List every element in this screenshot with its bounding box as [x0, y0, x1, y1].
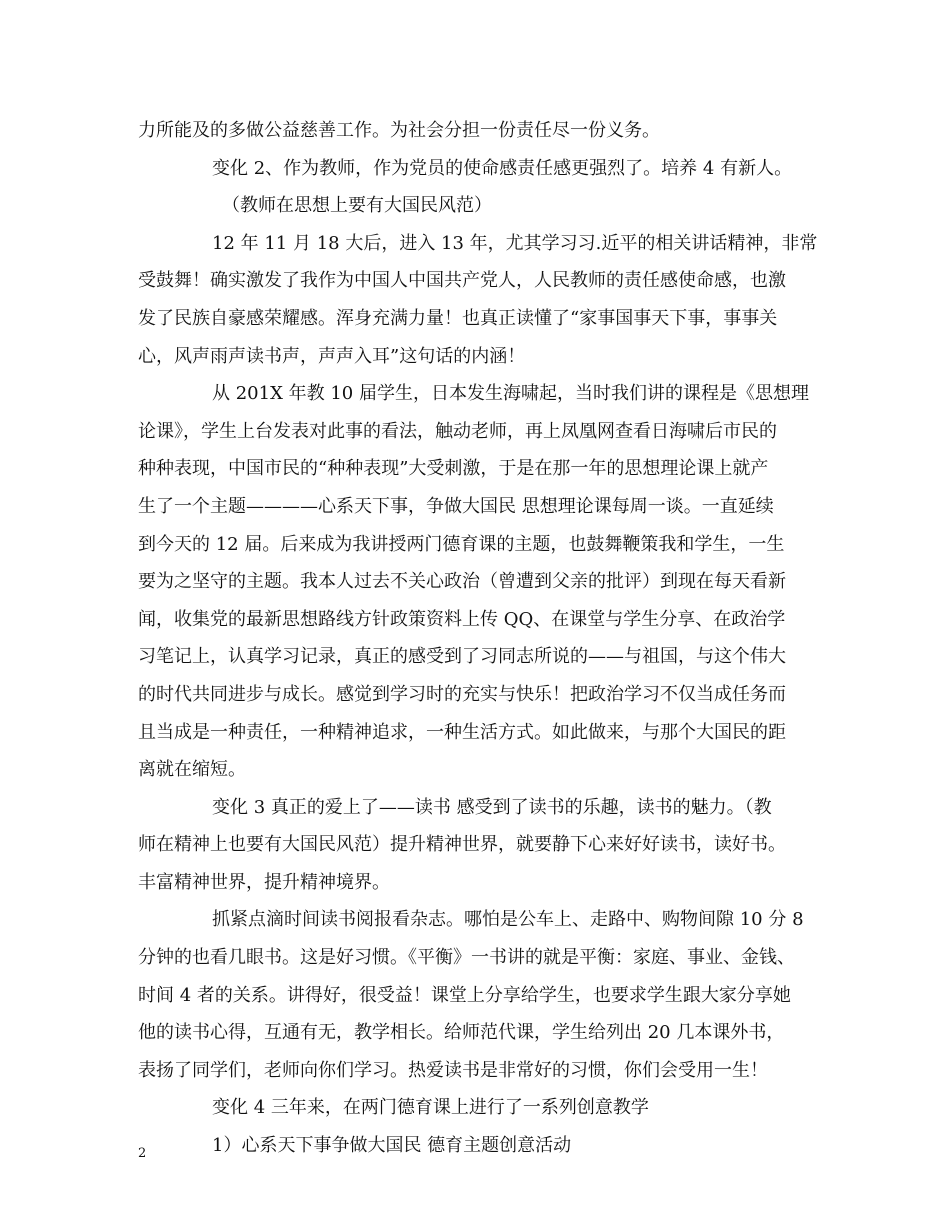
text-line: 1）心系天下事争做大国民 德育主题创意活动	[212, 1135, 572, 1157]
text-line: 到今天的 12 届。后来成为我讲授两门德育课的主题，也鼓舞鞭策我和学生，一生	[138, 533, 785, 555]
text-line: 表扬了同学们，老师向你们学习。热爱读书是非常好的习惯，你们会受用一生！	[138, 1059, 768, 1081]
text-line: 的时代共同进步与成长。感觉到学习时的充实与快乐！把政治学习不仅当成任务而	[138, 683, 786, 705]
text-line: 离就在缩短。	[138, 759, 246, 781]
text-line: 抓紧点滴时间读书阅报看杂志。哪怕是公车上、走路中、购物间隙 10 分 8	[212, 909, 804, 931]
text-line: 论课》，学生上台发表对此事的看法，触动老师，再上凤凰网查看日海啸后市民的	[138, 420, 777, 442]
text-line: 闻，收集党的最新思想路线方针政策资料上传 QQ、在课堂与学生分享、在政治学	[138, 608, 786, 630]
text-line: 时间 4 者的关系。讲得好，很受益！课堂上分享给学生，也要求学生跟大家分享她	[138, 984, 791, 1006]
text-line: 要为之坚守的主题。我本人过去不关心政治（曾遭到父亲的批评）到现在每天看新	[138, 571, 786, 593]
text-line: 力所能及的多做公益慈善工作。为社会分担一份责任尽一份义务。	[138, 120, 660, 141]
text-line: 习笔记上，认真学习记录，真正的感受到了习同志所说的——与祖国，与这个伟大	[138, 646, 786, 668]
text-line: 变化 3 真正的爱上了——读书 感受到了读书的乐趣，读书的魅力。（教	[212, 796, 772, 818]
text-line: 12 年 11 月 18 大后，进入 13 年，尤其学习习.近平的相关讲话精神，非常	[212, 232, 818, 254]
text-line: 变化 2、作为教师，作为党员的使命感责任感更强烈了。培养 4 有新人。	[212, 157, 793, 179]
text-line: （教师在思想上要有大国民风范）	[222, 195, 492, 217]
text-line: 生了一个主题————心系天下事，争做大国民 思想理论课每周一谈。一直延续	[138, 495, 774, 517]
text-line: 丰富精神世界，提升精神境界。	[138, 871, 390, 893]
text-line: 分钟的也看几眼书。这是好习惯。《平衡》一书讲的就是平衡：家庭、事业、金钱、	[138, 947, 795, 969]
text-line: 受鼓舞！确实激发了我作为中国人中国共产党人，人民教师的责任感使命感，也激	[138, 270, 786, 292]
text-line: 种种表现，中国市民的“种种表现”大受刺激，于是在那一年的思想理论课上就产	[138, 458, 769, 480]
text-line: 从 201X 年教 10 届学生，日本发生海啸起，当时我们讲的课程是《思想理	[212, 383, 809, 405]
page-number: 2	[138, 1146, 147, 1161]
text-line: 变化 4 三年来，在两门德育课上进行了一系列创意教学	[212, 1097, 649, 1119]
body-text	[138, 112, 828, 1165]
text-line: 且当成是一种责任，一种精神追求，一种生活方式。如此做来，与那个大国民的距	[138, 721, 786, 743]
text-line: 他的读书心得，互通有无，教学相长。给师范代课，学生给列出 20 几本课外书，	[138, 1022, 785, 1044]
text-line: 师在精神上也要有大国民风范）提升精神世界，就要静下心来好好读书，读好书。	[138, 834, 786, 856]
text-line: 发了民族自豪感荣耀感。浑身充满力量！也真正读懂了“家事国事天下事，事事关	[138, 307, 778, 329]
text-line: 心，风声雨声读书声，声声入耳”这句话的内涵！	[138, 345, 526, 367]
